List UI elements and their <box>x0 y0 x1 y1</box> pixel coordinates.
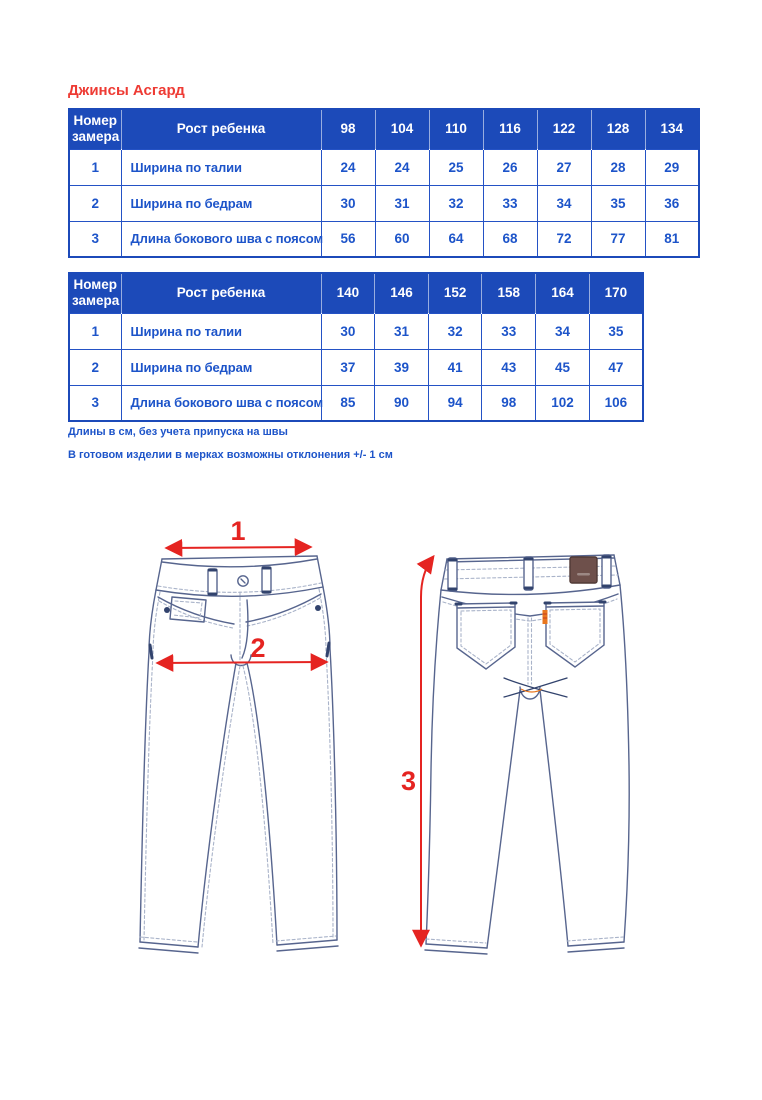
header-size: 158 <box>482 273 536 313</box>
measure-label-1: 1 <box>230 516 246 546</box>
measure-value: 34 <box>537 185 591 221</box>
rivet <box>315 605 321 611</box>
measure-value: 47 <box>589 349 643 385</box>
measure-value: 29 <box>645 149 699 185</box>
measure-value: 56 <box>321 221 375 257</box>
measure-value: 37 <box>321 349 375 385</box>
waist-width-arrow <box>167 547 310 548</box>
measure-value: 106 <box>589 385 643 421</box>
header-size: 104 <box>375 109 429 149</box>
header-size: 122 <box>537 109 591 149</box>
header-child-height: Рост ребенка <box>121 273 321 313</box>
table-header-row <box>69 109 699 149</box>
table-row-hips <box>69 349 643 385</box>
hip-width-arrow <box>158 662 326 663</box>
table-row-waist <box>69 313 643 349</box>
measure-number: 1 <box>69 149 121 185</box>
measure-label-2: 2 <box>250 633 266 663</box>
measure-value: 34 <box>536 313 590 349</box>
measure-number: 3 <box>69 385 121 421</box>
measure-number: 2 <box>69 349 121 385</box>
header-size: 152 <box>428 273 482 313</box>
note-units: Длины в см, без учета припуска на швы <box>68 426 288 438</box>
measure-value: 27 <box>537 149 591 185</box>
measure-value: 28 <box>591 149 645 185</box>
measure-value: 35 <box>589 313 643 349</box>
measure-value: 85 <box>321 385 375 421</box>
measure-value: 39 <box>375 349 429 385</box>
measure-label: Длина бокового шва с поясом <box>121 385 321 421</box>
measure-value: 81 <box>645 221 699 257</box>
measure-value: 64 <box>429 221 483 257</box>
note-tolerance: В готовом изделии в мерках возможны отклонения +/- 1 см <box>68 449 393 461</box>
measure-label: Ширина по талии <box>121 313 321 349</box>
measure-value: 98 <box>482 385 536 421</box>
table-row-side-seam <box>69 221 699 257</box>
measure-number: 1 <box>69 313 121 349</box>
header-size: 116 <box>483 109 537 149</box>
measure-value: 33 <box>482 313 536 349</box>
measure-label: Ширина по талии <box>121 149 321 185</box>
table-header-row <box>69 273 643 313</box>
measure-value: 26 <box>483 149 537 185</box>
measure-value: 31 <box>375 313 429 349</box>
table-row-waist <box>69 149 699 185</box>
measure-value: 25 <box>429 149 483 185</box>
measure-value: 30 <box>321 313 375 349</box>
jeans-back-view <box>425 555 629 954</box>
leather-patch <box>570 557 597 583</box>
header-size: 146 <box>375 273 429 313</box>
header-size: 98 <box>321 109 375 149</box>
measurement-arrows <box>158 516 433 945</box>
page-title: Джинсы Асгард <box>68 82 185 99</box>
jeans-front-view <box>139 556 338 953</box>
measure-label-3: 3 <box>400 766 416 796</box>
measure-value: 32 <box>429 185 483 221</box>
header-size: 140 <box>321 273 375 313</box>
measure-value: 77 <box>591 221 645 257</box>
pocket-tag <box>543 610 548 624</box>
size-table-heights-140-170 <box>68 272 644 422</box>
header-size: 134 <box>645 109 699 149</box>
measure-value: 24 <box>375 149 429 185</box>
measure-value: 94 <box>428 385 482 421</box>
measure-value: 60 <box>375 221 429 257</box>
measure-value: 33 <box>483 185 537 221</box>
measure-value: 30 <box>321 185 375 221</box>
measure-value: 102 <box>536 385 590 421</box>
measure-label: Ширина по бедрам <box>121 185 321 221</box>
measure-value: 90 <box>375 385 429 421</box>
measure-label: Ширина по бедрам <box>121 349 321 385</box>
measure-value: 41 <box>428 349 482 385</box>
header-measure-number: Номер замера <box>69 109 121 149</box>
measure-value: 68 <box>483 221 537 257</box>
measure-value: 45 <box>536 349 590 385</box>
measure-value: 31 <box>375 185 429 221</box>
measure-value: 36 <box>645 185 699 221</box>
header-child-height: Рост ребенка <box>121 109 321 149</box>
measure-number: 3 <box>69 221 121 257</box>
measure-value: 35 <box>591 185 645 221</box>
table-row-hips <box>69 185 699 221</box>
side-seam-arrow <box>421 557 433 945</box>
measure-value: 32 <box>428 313 482 349</box>
measure-value: 24 <box>321 149 375 185</box>
measure-value: 43 <box>482 349 536 385</box>
measure-label: Длина бокового шва с поясом <box>121 221 321 257</box>
rivet <box>164 607 170 613</box>
measure-value: 72 <box>537 221 591 257</box>
header-size: 170 <box>589 273 643 313</box>
table-row-side-seam <box>69 385 643 421</box>
measure-number: 2 <box>69 185 121 221</box>
header-size: 164 <box>536 273 590 313</box>
header-size: 128 <box>591 109 645 149</box>
header-measure-number: Номер замера <box>69 273 121 313</box>
size-table-heights-98-134 <box>68 108 700 258</box>
header-size: 110 <box>429 109 483 149</box>
